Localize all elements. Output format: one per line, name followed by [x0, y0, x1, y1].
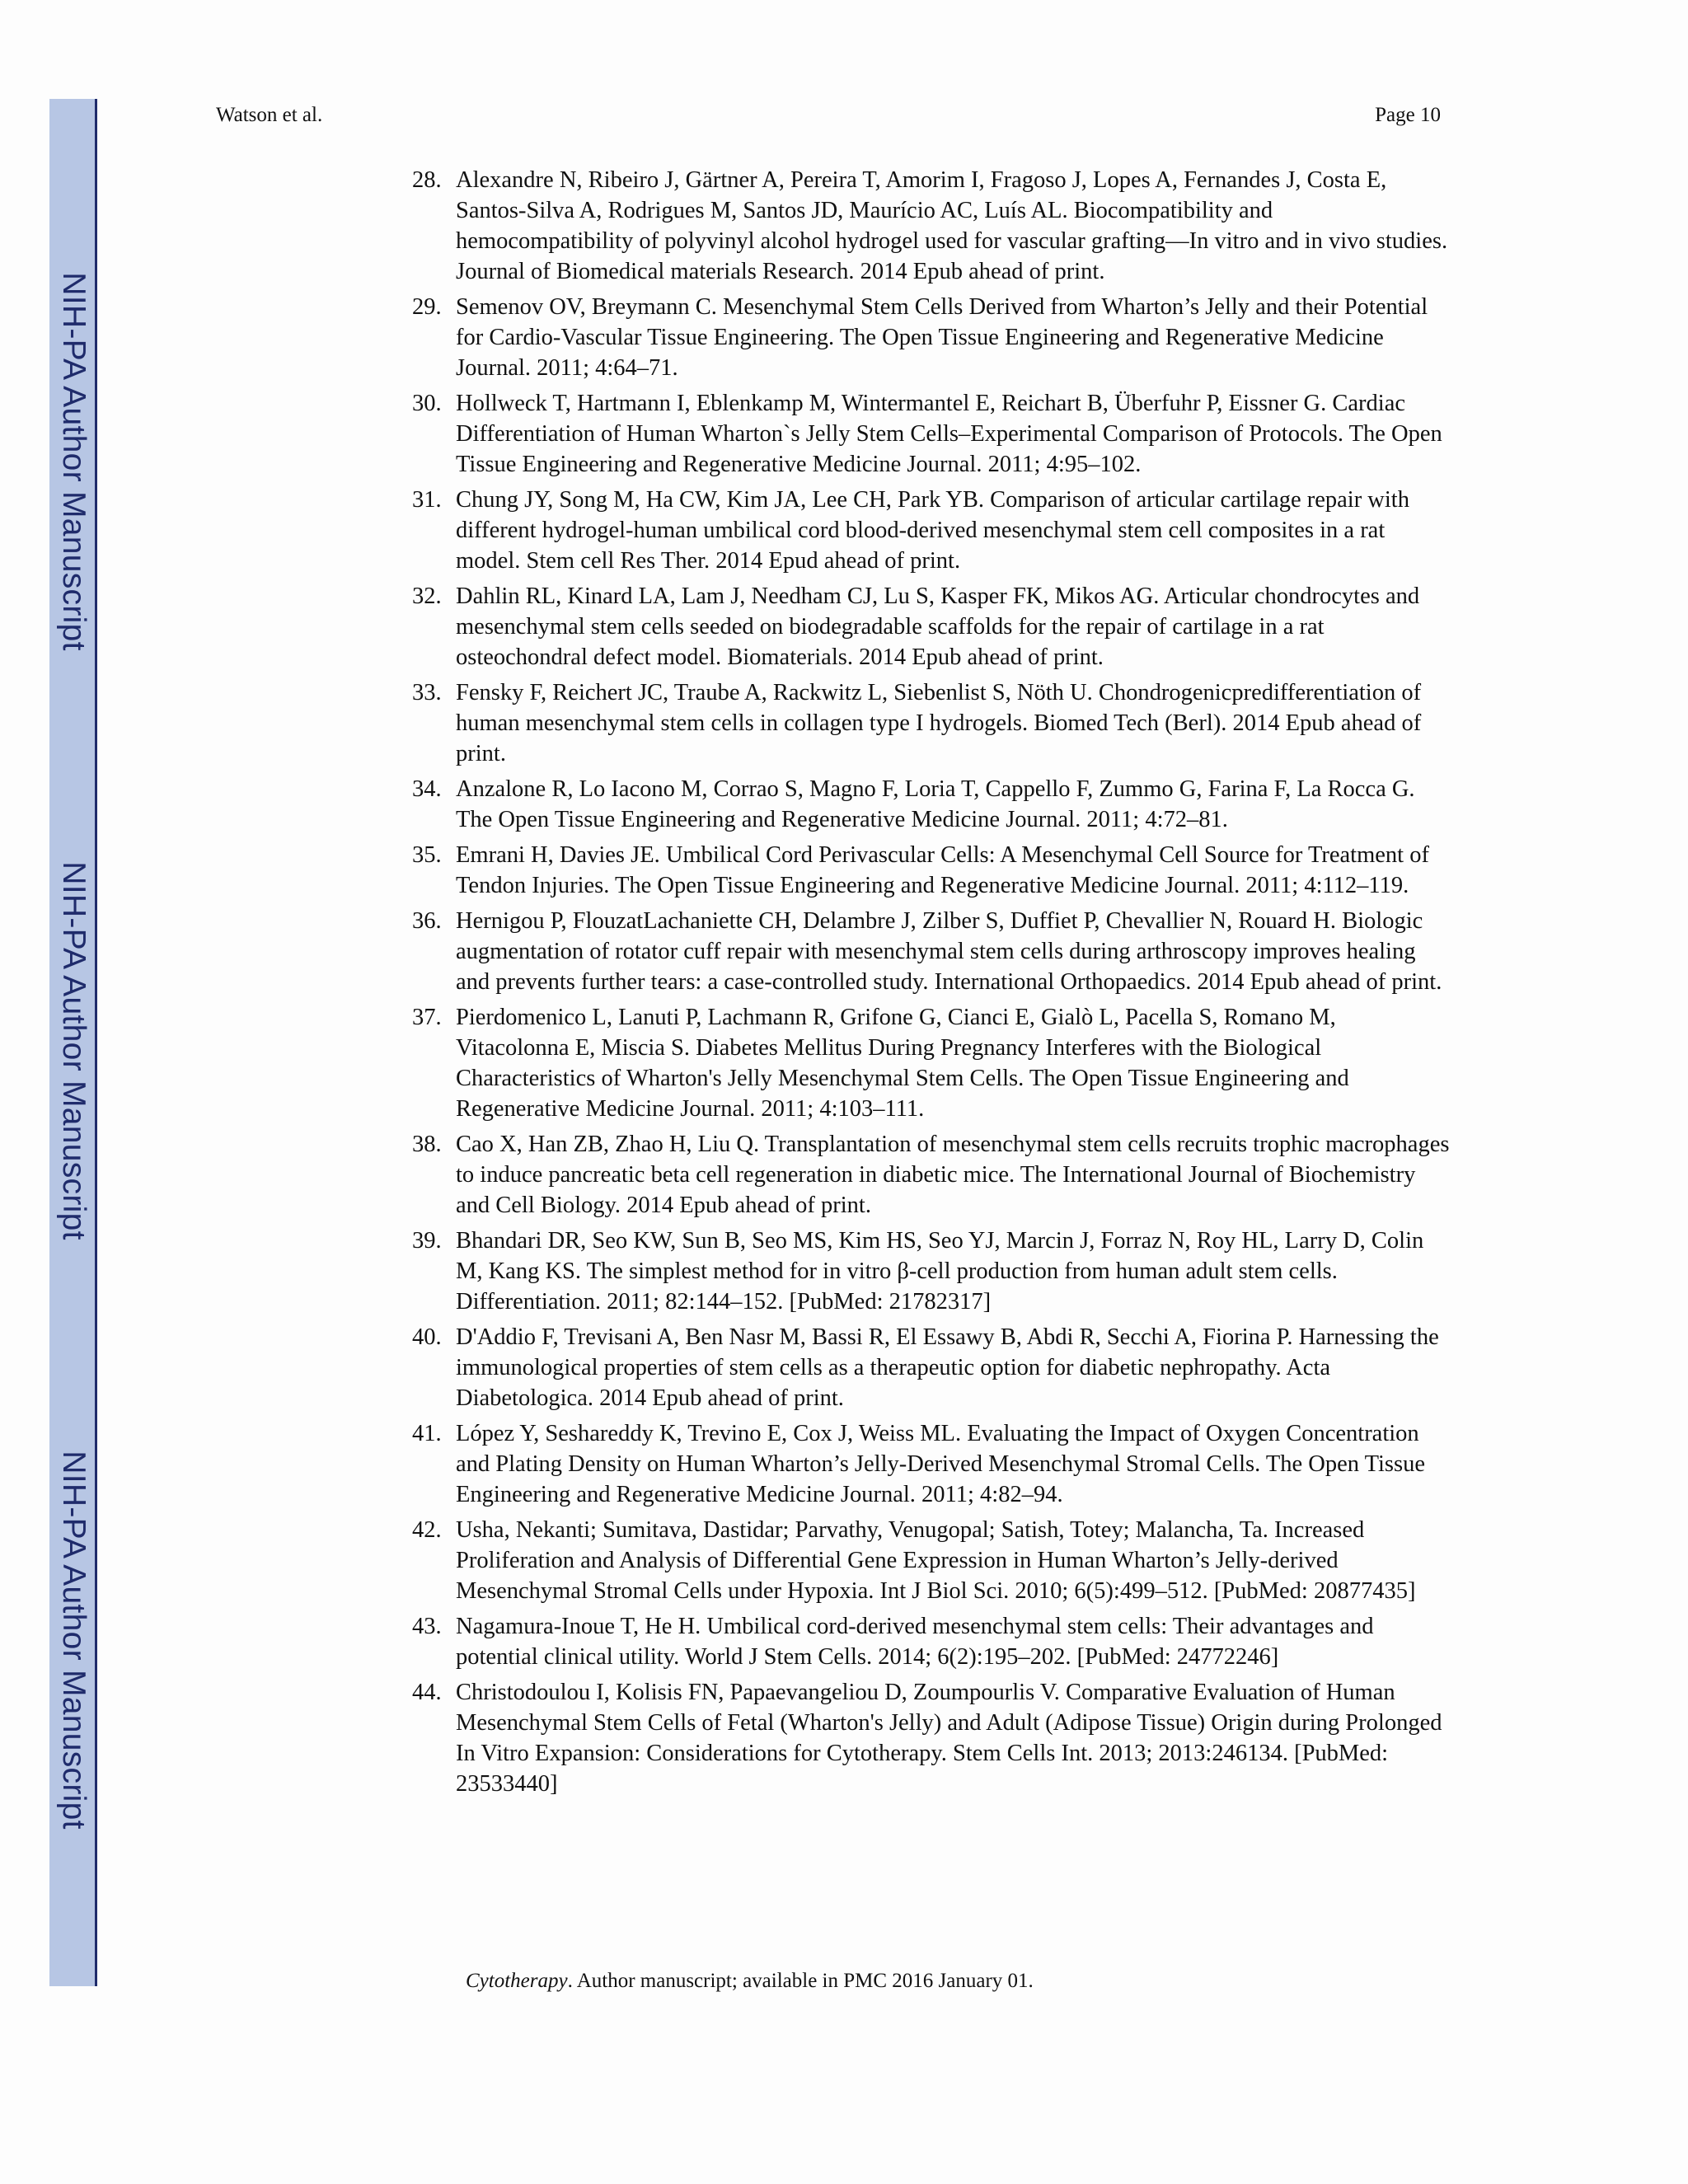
reference-item: [412, 840, 1451, 901]
reference-text: Chung JY, Song M, Ha CW, Kim JA, Lee CH, Park YB. Comparison of articular cartilage repair with different hydrogel-human umbilical cord blood-derived mesenchymal stem cell composites in a rat model. Stem cell Res Ther. 2014 Epud ahead of print.: [456, 487, 1409, 574]
reference-item: [412, 485, 1451, 576]
reference-item: [412, 1677, 1451, 1799]
reference-text: Anzalone R, Lo Iacono M, Corrao S, Magno F, Loria T, Cappello F, Zummo G, Farina F, La Rocca G. The Open Tissue Engineering and Regenerative Medicine Journal. 2011; 4:72–81.: [456, 776, 1415, 832]
reference-item: [412, 906, 1451, 997]
reference-item: [412, 1515, 1451, 1606]
reference-number: 38.: [412, 1132, 442, 1157]
reference-text: Usha, Nekanti; Sumitava, Dastidar; Parvathy, Venugopal; Satish, Totey; Malancha, Ta. Increased Proliferation and Analysis of Differential Gene Expression in Human Wharton’s Jelly-derived Mesenchymal Stromal Cells under Hypoxia. Int J Biol Sci. 2010; 6(5):499–512. [PubMed: 20877435]: [456, 1517, 1416, 1604]
reference-number: 43.: [412, 1614, 442, 1639]
reference-number: 32.: [412, 583, 442, 609]
reference-text: Semenov OV, Breymann C. Mesenchymal Stem Cells Derived from Wharton’s Jelly and their Potential for Cardio-Vascular Tissue Engineering. The Open Tissue Engineering and Regenerative Medicine Journal. 2011; 4:64–71.: [456, 294, 1428, 381]
reference-item: [412, 774, 1451, 835]
reference-list: [412, 165, 1451, 1804]
reference-item: [412, 677, 1451, 769]
footer-availability: . Author manuscript; available in PMC 2016 January 01.: [567, 1970, 1034, 1992]
reference-number: 35.: [412, 842, 442, 868]
reference-text: Cao X, Han ZB, Zhao H, Liu Q. Transplantation of mesenchymal stem cells recruits trophic macrophages to induce pancreatic beta cell regeneration in diabetic mice. The International Journal of Biochemistry and Cell Biology. 2014 Epub ahead of print.: [456, 1132, 1450, 1218]
reference-text: Hernigou P, FlouzatLachaniette CH, Delambre J, Zilber S, Duffiet P, Chevallier N, Rouard H. Biologic augmentation of rotator cuff repair with mesenchymal stem cells during arthroscopy improves healing and prevents further tears: a case-controlled study. International Orthopaedics. 2014 Epub ahead of print.: [456, 908, 1442, 995]
reference-text: Fensky F, Reichert JC, Traube A, Rackwitz L, Siebenlist S, Nöth U. Chondrogenicpredifferentiation of human mesenchymal stem cells in collagen type I hydrogels. Biomed Tech (Berl). 2014 Epub ahead of print.: [456, 680, 1422, 766]
reference-number: 44.: [412, 1680, 442, 1705]
reference-text: Dahlin RL, Kinard LA, Lam J, Needham CJ, Lu S, Kasper FK, Mikos AG. Articular chondrocytes and mesenchymal stem cells seeded on biodegradable scaffolds for the repair of cartilage in a rat osteochondral defect model. Biomaterials. 2014 Epub ahead of print.: [456, 583, 1420, 670]
reference-item: [412, 1418, 1451, 1510]
reference-text: Pierdomenico L, Lanuti P, Lachmann R, Grifone G, Cianci E, Gialò L, Pacella S, Romano M, Vitacolonna E, Miscia S. Diabetes Mellitus During Pregnancy Interferes with the Biological Characteristics of Wharton's Jelly Mesenchymal Stem Cells. The Open Tissue Engineering and Regenerative Medicine Journal. 2011; 4:103–111.: [456, 1005, 1349, 1122]
reference-item: [412, 581, 1451, 673]
reference-text: Christodoulou I, Kolisis FN, Papaevangeliou D, Zoumpourlis V. Comparative Evaluation of Human Mesenchymal Stem Cells of Fetal (Wharton's Jelly) and Adult (Adipose Tissue) Origin during Prolonged In Vitro Expansion: Considerations for Cytotherapy. Stem Cells Int. 2013; 2013:246134. [PubMed: 23533440]: [456, 1680, 1442, 1797]
reference-item: [412, 1002, 1451, 1124]
reference-item: [412, 1322, 1451, 1413]
reference-number: 29.: [412, 294, 442, 320]
reference-item: [412, 1611, 1451, 1672]
reference-text: Bhandari DR, Seo KW, Sun B, Seo MS, Kim HS, Seo YJ, Marcin J, Forraz N, Roy HL, Larry D, Colin M, Kang KS. The simplest method for in vitro β-cell production from human adult stem cells. Differentiation. 2011; 82:144–152. [PubMed: 21782317]: [456, 1228, 1424, 1315]
nih-pa-sidebar: [49, 99, 97, 1986]
page-number: Page 10: [1375, 104, 1441, 126]
reference-text: Nagamura-Inoue T, He H. Umbilical cord-derived mesenchymal stem cells: Their advantages and potential clinical utility. World J Stem Cells. 2014; 6(2):195–202. [PubMed: 24772246]: [456, 1614, 1374, 1670]
reference-number: 31.: [412, 487, 442, 513]
reference-number: 34.: [412, 776, 442, 802]
sidebar-label: NIH-PA Author Manuscript: [56, 861, 91, 1240]
reference-item: [412, 388, 1451, 480]
sidebar-label: NIH-PA Author Manuscript: [56, 1451, 91, 1830]
sidebar-label: NIH-PA Author Manuscript: [56, 272, 91, 651]
reference-number: 39.: [412, 1228, 442, 1254]
footer-journal: Cytotherapy: [466, 1970, 568, 1992]
reference-text: D'Addio F, Trevisani A, Ben Nasr M, Bassi R, El Essawy B, Abdi R, Secchi A, Fiorina P. Harnessing the immunological properties of stem cells as a therapeutic option for diabetic nephropathy. Acta Diabetologica. 2014 Epub ahead of print.: [456, 1324, 1439, 1411]
reference-number: 42.: [412, 1517, 442, 1543]
reference-number: 36.: [412, 908, 442, 934]
reference-number: 40.: [412, 1324, 442, 1350]
reference-text: López Y, Seshareddy K, Trevino E, Cox J, Weiss ML. Evaluating the Impact of Oxygen Concentration and Plating Density on Human Wharton’s Jelly-Derived Mesenchymal Stromal Cells. The Open Tissue Engineering and Regenerative Medicine Journal. 2011; 4:82–94.: [456, 1421, 1426, 1507]
reference-item: [412, 1129, 1451, 1221]
reference-text: Emrani H, Davies JE. Umbilical Cord Perivascular Cells: A Mesenchymal Cell Source for Treatment of Tendon Injuries. The Open Tissue Engineering and Regenerative Medicine Journal. 2011; 4:112–119.: [456, 842, 1429, 898]
reference-item: [412, 292, 1451, 383]
reference-text: Alexandre N, Ribeiro J, Gärtner A, Pereira T, Amorim I, Fragoso J, Lopes A, Fernandes J, Costa E, Santos-Silva A, Rodrigues M, Santos JD, Maurício AC, Luís AL. Biocompatibility and hemocompatibility of polyvinyl alcohol hydrogel used for vascular grafting—In vitro and in vivo studies. Journal of Biomedical materials Research. 2014 Epub ahead of print.: [456, 167, 1448, 284]
reference-number: 41.: [412, 1421, 442, 1446]
reference-number: 30.: [412, 391, 442, 416]
reference-number: 33.: [412, 680, 442, 705]
reference-item: [412, 1226, 1451, 1317]
reference-item: [412, 165, 1451, 287]
reference-number: 37.: [412, 1005, 442, 1030]
reference-text: Hollweck T, Hartmann I, Eblenkamp M, Wintermantel E, Reichart B, Überfuhr P, Eissner G. Cardiac Differentiation of Human Wharton`s Jelly Stem Cells–Experimental Comparison of Protocols. The Open Tissue Engineering and Regenerative Medicine Journal. 2011; 4:95–102.: [456, 391, 1442, 477]
page-footer: [466, 1970, 1034, 1993]
running-header-authors: Watson et al.: [216, 104, 323, 126]
reference-number: 28.: [412, 167, 442, 193]
